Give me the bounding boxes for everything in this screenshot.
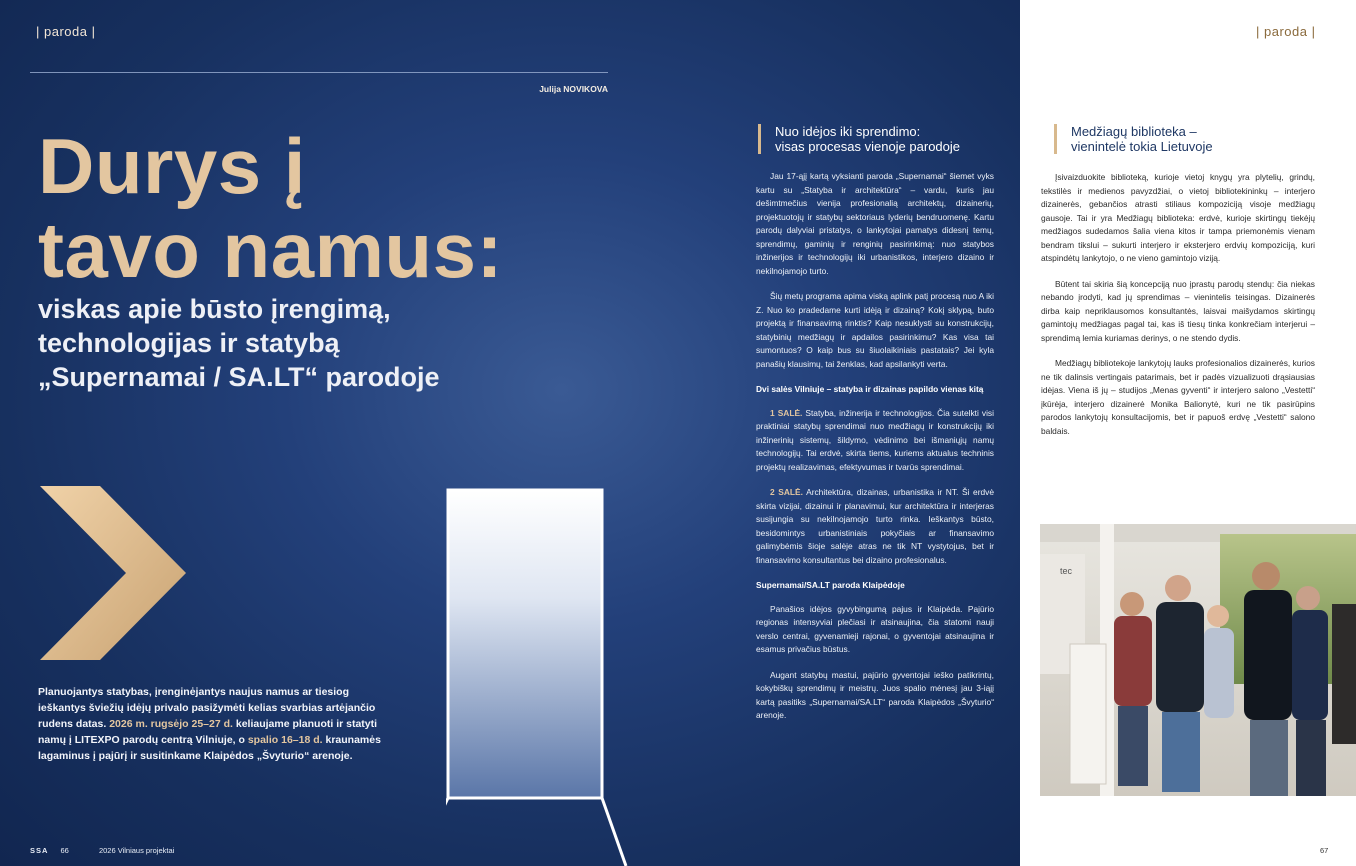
footer-left	[30, 846, 174, 855]
section-heading-library	[1054, 124, 1321, 154]
headline-line: tavo namus:	[38, 206, 503, 294]
article-column-middle	[756, 170, 994, 735]
subheading-klaipeda: Supernamai/SA.LT paroda Klaipėdoje	[756, 580, 905, 590]
hall-2-text: Architektūra, dizainas, urbanistika ir NT. Ši erdvė skirta vizijai, dizainui ir planavimui, kur architektūra ir interjeras susijungia su nekilnojamojo turto rinka. Ieškantys būsto, besidomintys urbanistiniais pokyčiais ar finansavimo galimybėmis šioje salėje atras ne tik NT vystytojus, bet ir finansavimo konsultantus bei dizaino profesionalus.	[756, 487, 995, 565]
lede-date-vilnius: 2026 m. rugsėjo 25–27 d.	[109, 718, 233, 730]
publication-name: 2026 Vilniaus projektai	[98, 846, 175, 855]
section-heading-line: Nuo idėjos iki sprendimo:	[775, 124, 921, 139]
article-column-right	[1041, 171, 1315, 450]
chevron-arrow-graphic	[40, 486, 190, 661]
hall-2-label: 2 SALĖ.	[770, 487, 803, 497]
subheadline-line: technologijas ir statybą	[38, 328, 340, 358]
lede-date-klaipeda: spalio 16–18 d.	[247, 734, 323, 746]
section-tag: | paroda |	[36, 24, 96, 39]
lede-paragraph	[38, 684, 393, 764]
page-number-left: 66	[60, 846, 69, 855]
subheadline	[38, 292, 598, 394]
paragraph: Medžiagų bibliotekoje lankytojų lauks profesionalios dizainerės, kurios ne tik dalinsis vertingais patarimais, bet ir padės vizualizuoti drąsiausias idėjas. Viena iš jų – studijos „Menas gyventi“ ir interjero salono „Vestetti“ įkūrėja, interjero dizainerė Monika Balionytė, kuri ne tik pasirūpins parodos lankytojų konsultacijomis, bet ir papuoš erdvę „Vestetti“ salono baldais.	[1041, 358, 1315, 436]
subheadline-line: viskas apie būsto įrengimą,	[38, 294, 391, 324]
magazine-logo: SSA	[30, 846, 49, 855]
header-rule	[30, 72, 608, 73]
author-name: Julija NOVIKOVA	[539, 84, 608, 94]
subheadline-line: „Supernamai / SA.LT“ parodoje	[38, 362, 440, 392]
door-illustration	[446, 488, 646, 866]
hall-1-label: 1 SALĖ.	[770, 407, 803, 418]
headline	[38, 124, 503, 292]
exhibition-photo	[1040, 524, 1356, 796]
paragraph: Panašios idėjos gyvybingumą pajus ir Klaipėda. Pajūrio regionas intensyviai plečiasi ir atsinaujina, čia statomi nauji verslo centrai, gyvenamieji rajonai, o gyventojai atsinaujina ir esamus privačius būstus.	[756, 603, 994, 654]
section-heading-line: vienintelė tokia Lietuvoje	[1071, 139, 1213, 154]
page-number-right: 67	[1320, 846, 1329, 855]
hall-1-text: Statyba, inžinerija ir technologijos. Čia sutelkti visi praktiniai statybų sprendimai nuo medžiagų ir konstrukcijų iki inžinerinių sistemų, šildymo, vėdinimo bei išmaniųjų namų technologijų. Tai erdvė, skirta tiems, kuriems aktualus techninis projektų realizavimas, efektyvumas ir tvarūs sprendimai.	[756, 407, 994, 472]
paragraph: Įsivaizduokite biblioteką, kurioje vietoj knygų yra plytelių, grindų, tekstilės ir medienos pavyzdžiai, o vietoj bibliotekininkų – interjero dizainerės, gebančios atrasti stiliaus kompoziciją visoje medžiagų gausoje. Tai ir yra Medžiagų biblioteka: erdvė, kurioje skirtingų tiekėjų medžiagos sudedamos šalia viena kitos ir tampa priemonėmis vienam bendram tikslui – sukurti interjero ir eksterjero erdvių kompoziciją, kuri atspindėtų lankytojo, o ne vieno gamintojo viziją.	[1041, 172, 1315, 263]
lede-text: keliaujame planuoti ir statyti namų į LITEXPO parodų centrą Vilniuje, o	[38, 718, 378, 746]
subheading-two-halls: Dvi salės Vilniuje – statyba ir dizainas papildo vienas kitą	[756, 384, 984, 394]
photo-sign-text: tec	[1060, 566, 1073, 576]
section-heading-line: visas procesas vienoje parodoje	[775, 139, 960, 154]
paragraph: Augant statybų mastui, pajūrio gyventojai ieško patikrintų, kokybiškų sprendimų ir meistrų. Juos spalio mėnesį jau 3-iąjį kartą pasitiks „Supernamai/SA.LT“ paroda Klaipėdos „Švyturio“ arenoje.	[756, 669, 994, 720]
paragraph-hall-1	[756, 407, 994, 475]
lede-text: Planuojantys statybas, įrenginėjantys naujus namus ar tiesiog ieškantys šviežių idėjų privalo pasižymėti kelias svarbias artėjančio rudens datas.	[38, 686, 376, 730]
section-heading-line: Medžiagų biblioteka –	[1071, 124, 1197, 139]
headline-line: Durys į	[38, 122, 306, 210]
section-heading-process	[758, 124, 1015, 154]
lede-text: kraunamės lagaminus į pajūrį ir susitinkame Klaipėdos „Švyturio“ arenoje.	[38, 734, 381, 762]
paragraph: Būtent tai skiria šią koncepciją nuo įprastų parodų stendų: čia niekas nebando įrodyti, kad jų sprendimas – vienintelis teisingas. Dizainerės dirba kaip nepriklausomos konsultantės, laisvai maišydamos skirtingų gamintojų medžiagas pagal tai, kas iš tiesų tinka konkrečiam interjerui – sprendimą lemia kuriamas derinys, o ne stendo dydis.	[1041, 278, 1315, 343]
paragraph-hall-2	[756, 486, 994, 567]
paragraph: Jau 17-ąjį kartą vyksianti paroda „Supernamai“ šiemet vyks kartu su „Statyba ir architektūra“ – vardu, kuris jau dešimtmečius vienija profesionalią architektų, dizainerių, projektuotojų ir statybų sektoriaus lyderių bendruomenę. Kartu parodų dalyviai pristatys, o lankytojai pamatys didesnį temų, sprendimų, gaminių ir renginių pasirinkimą: nuo statybos inžinerijos ir technologijų iki urbanistikos, interjero dizaino ir nekilnojamojo turto.	[756, 171, 994, 276]
section-tag: | paroda |	[1256, 24, 1316, 39]
paragraph: Šių metų programa apima viską aplink patį procesą nuo A iki Z. Nuo ko pradedame kurti idėją ir dizainą? Kokį sklypą, buto projektą ir finansavimą rinktis? Kaip nesuklysti su konstrukcijų, statybinių medžiagų ir apdailos pasirinkimu? Kas visa tai sumontuos? O kaip bus su šiuolaikiniais pastatais? Jei kyla panašių klausimų, tai ženklas, kad apsilankyti verta.	[756, 291, 994, 369]
